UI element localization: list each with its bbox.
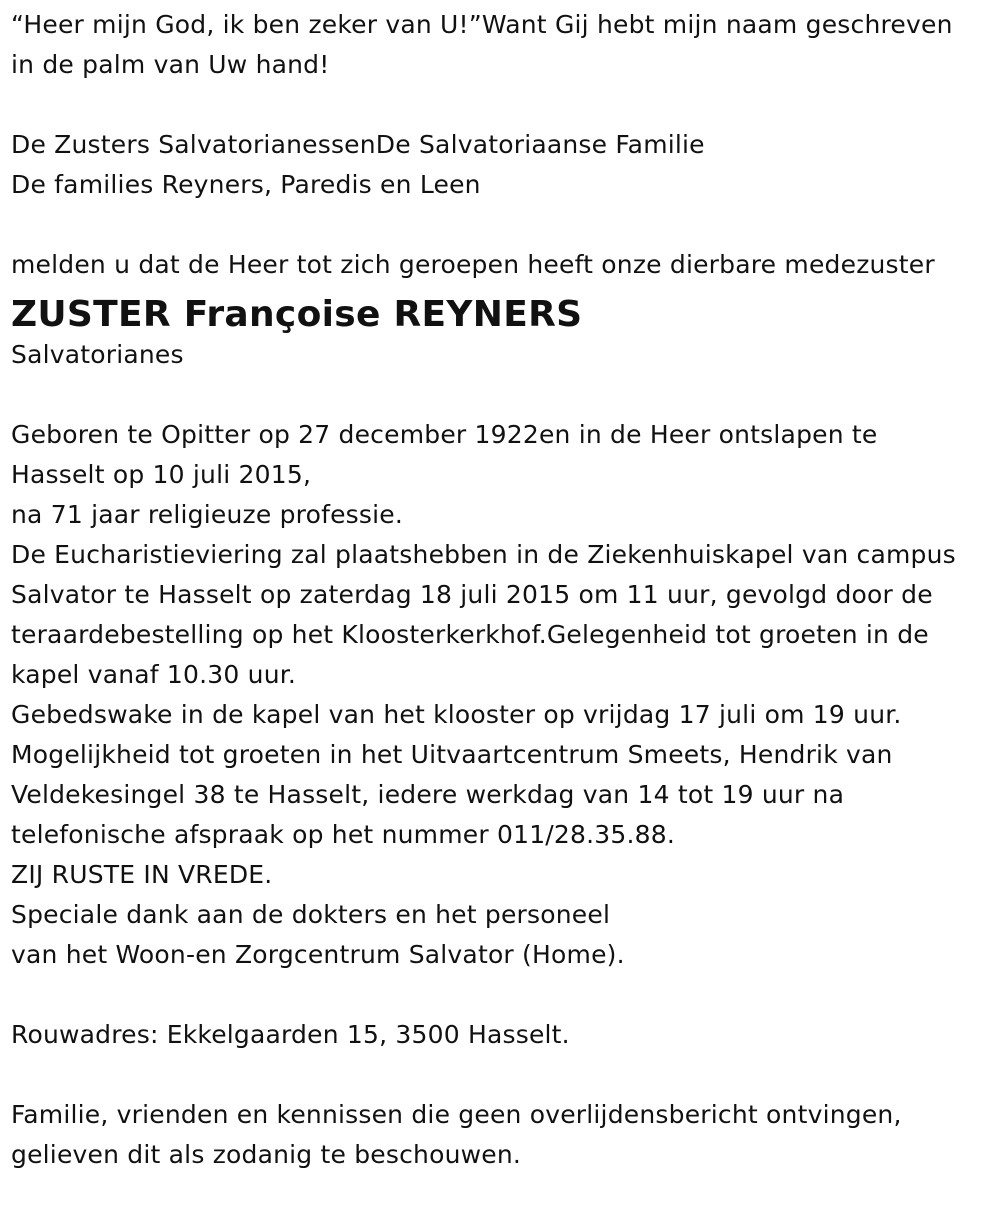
detail-line: Gebedswake in de kapel van het klooster op vrijdag 17 juli om 19 uur. [11,700,902,729]
spacer [11,205,990,245]
spacer [11,85,990,125]
deceased-name: ZUSTER Françoise REYNERS [11,294,583,335]
detail-line: teraardebestelling op het Kloosterkerkhof.Gelegenheid tot groeten in de [11,620,929,649]
announcers-line-2: De families Reyners, Paredis en Leen [11,170,481,199]
spacer [11,1055,990,1095]
detail-line: telefonische afspraak op het nummer 011/28.35.88. [11,820,675,849]
closing-line-2: gelieven dit als zodanig te beschouwen. [11,1140,522,1169]
spacer [11,375,990,415]
intro-line-2: in de palm van Uw hand! [11,50,330,79]
detail-line: na 71 jaar religieuze professie. [11,500,403,529]
detail-line: De Eucharistieviering zal plaatshebben in de Ziekenhuiskapel van campus [11,540,956,569]
detail-line: ZIJ RUSTE IN VREDE. [11,860,273,889]
deceased-order: Salvatorianes [11,340,184,369]
mourning-address: Rouwadres: Ekkelgaarden 15, 3500 Hasselt. [11,1020,570,1049]
announcement-text: melden u dat de Heer tot zich geroepen heeft onze dierbare medezuster [11,250,935,279]
detail-line: van het Woon-en Zorgcentrum Salvator (Home). [11,940,625,969]
announcers-line-1: De Zusters SalvatorianessenDe Salvatoriaanse Familie [11,130,705,159]
intro-line-1: “Heer mijn God, ik ben zeker van U!”Want Gij hebt mijn naam geschreven [11,10,953,39]
detail-line: Veldekesingel 38 te Hasselt, iedere werkdag van 14 tot 19 uur na [11,780,845,809]
detail-line: Hasselt op 10 juli 2015, [11,460,312,489]
detail-line: Mogelijkheid tot groeten in het Uitvaartcentrum Smeets, Hendrik van [11,740,893,769]
closing-line-1: Familie, vrienden en kennissen die geen overlijdensbericht ontvingen, [11,1100,902,1129]
detail-line: Speciale dank aan de dokters en het personeel [11,900,611,929]
detail-line: Geboren te Opitter op 27 december 1922en in de Heer ontslapen te [11,420,878,449]
spacer [11,975,990,1015]
detail-line: Salvator te Hasselt op zaterdag 18 juli 2015 om 11 uur, gevolgd door de [11,580,933,609]
detail-line: kapel vanaf 10.30 uur. [11,660,297,689]
